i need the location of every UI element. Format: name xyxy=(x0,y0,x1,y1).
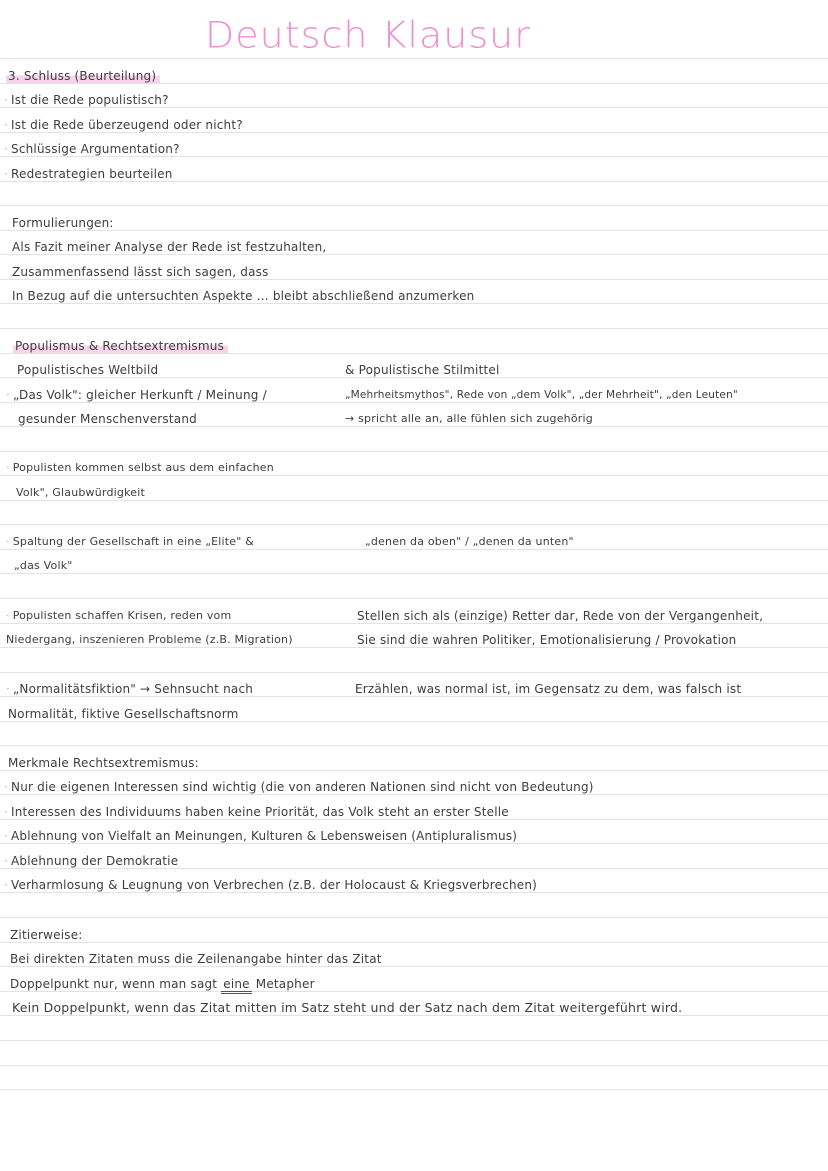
weltbild-item-cont: Normalität, fiktive Gesellschaftsnorm xyxy=(8,707,239,721)
list-item: · Ablehnung von Vielfalt an Meinungen, Kulturen & Lebensweisen (Antipluralismus) xyxy=(4,829,518,843)
weltbild-item: · „Normalitätsfiktion" → Sehnsucht nach xyxy=(6,682,254,696)
list-item: · Schlüssige Argumentation? xyxy=(4,142,180,156)
list-item: · Ablehnung der Demokratie xyxy=(4,854,179,868)
bullet-dot-icon: · xyxy=(6,682,11,696)
ruled-line xyxy=(0,205,828,206)
ruled-line xyxy=(0,1065,828,1066)
emphasized-word: eine xyxy=(221,977,252,994)
column-heading-weltbild: Populistisches Weltbild xyxy=(17,363,159,377)
bullet-dot-icon: · xyxy=(6,609,10,622)
weltbild-item-cont: Volk", Glaubwürdigkeit xyxy=(16,486,145,499)
weltbild-item: · Spaltung der Gesellschaft in eine „Elite" & xyxy=(6,535,255,548)
page-title: Deutsch Klausur xyxy=(205,14,531,56)
bullet-dot-icon: · xyxy=(4,118,9,132)
ruled-line xyxy=(0,942,828,943)
bullet-dot-icon: · xyxy=(4,167,9,181)
ruled-line xyxy=(0,745,828,746)
section-heading-formulierungen: Formulierungen: xyxy=(12,216,114,230)
section-heading-zitierweise: Zitierweise: xyxy=(10,928,83,942)
weltbild-item-cont: „das Volk" xyxy=(14,559,73,572)
heading-text: Populismus & Rechtsextremismus xyxy=(13,339,228,353)
ruled-line xyxy=(0,451,828,452)
ruled-line xyxy=(0,573,828,574)
ruled-line xyxy=(0,1040,828,1041)
ruled-line xyxy=(0,230,828,231)
bullet-dot-icon: · xyxy=(6,461,10,474)
zitier-rule: Doppelpunkt nur, wenn man sagt eine Metapher xyxy=(10,976,315,992)
bullet-dot-icon: · xyxy=(4,829,9,843)
list-item: · Ist die Rede populistisch? xyxy=(4,93,169,107)
ruled-line xyxy=(0,598,828,599)
weltbild-item-cont: Niedergang, inszenieren Probleme (z.B. Migration) xyxy=(6,633,293,646)
stilmittel-item: „Mehrheitsmythos", Rede von „dem Volk", „der Mehrheit", „den Leuten" xyxy=(345,389,738,401)
section-heading-populismus xyxy=(13,338,228,354)
weltbild-item-cont: gesunder Menschenverstand xyxy=(18,412,197,426)
bullet-dot-icon: · xyxy=(4,878,9,892)
bullet-dot-icon: · xyxy=(6,535,10,548)
stilmittel-item: Stellen sich als (einzige) Retter dar, Rede von der Vergangenheit, xyxy=(357,609,764,623)
ruled-line xyxy=(0,524,828,525)
ruled-line xyxy=(0,58,828,59)
bullet-dot-icon: · xyxy=(4,93,9,107)
phrase-line: In Bezug auf die untersuchten Aspekte ... bleibt abschließend anzumerken xyxy=(12,289,475,303)
column-heading-stilmittel: & Populistische Stilmittel xyxy=(345,363,500,377)
stilmittel-item: Erzählen, was normal ist, im Gegensatz zu dem, was falsch ist xyxy=(355,682,742,696)
heading-text: 3. Schluss (Beurteilung) xyxy=(6,69,160,83)
list-item: · Interessen des Individuums haben keine Priorität, das Volk steht an erster Stelle xyxy=(4,805,509,819)
ruled-line xyxy=(0,1089,828,1090)
section-heading-schluss xyxy=(6,68,160,84)
section-heading-rechtsextremismus: Merkmale Rechtsextremismus: xyxy=(8,756,199,770)
phrase-line: Als Fazit meiner Analyse der Rede ist festzuhalten, xyxy=(12,240,327,254)
list-item: · Redestrategien beurteilen xyxy=(4,167,173,181)
list-item: · Verharmlosung & Leugnung von Verbrechen (z.B. der Holocaust & Kriegsverbrechen) xyxy=(4,878,538,892)
stilmittel-item: „denen da oben" / „denen da unten" xyxy=(365,535,574,548)
weltbild-item: · Populisten kommen selbst aus dem einfachen xyxy=(6,461,274,474)
stilmittel-item-cont: Sie sind die wahren Politiker, Emotionalisierung / Provokation xyxy=(357,633,737,647)
bullet-dot-icon: · xyxy=(6,388,11,402)
list-item: · Ist die Rede überzeugend oder nicht? xyxy=(4,118,243,132)
weltbild-item: · „Das Volk": gleicher Herkunft / Meinung / xyxy=(6,388,267,402)
list-item: · Nur die eigenen Interessen sind wichtig (die von anderen Nationen sind nicht von Bedeutung) xyxy=(4,780,594,794)
ruled-line xyxy=(0,328,828,329)
bullet-dot-icon: · xyxy=(4,805,9,819)
bullet-dot-icon: · xyxy=(4,854,9,868)
bullet-dot-icon: · xyxy=(4,780,9,794)
ruled-line xyxy=(0,672,828,673)
weltbild-item: · Populisten schaffen Krisen, reden vom xyxy=(6,609,232,622)
bullet-dot-icon: · xyxy=(4,142,9,156)
stilmittel-item-cont: → spricht alle an, alle fühlen sich zugehörig xyxy=(345,412,593,425)
zitier-rule: Bei direkten Zitaten muss die Zeilenangabe hinter das Zitat xyxy=(10,952,382,966)
ruled-line xyxy=(0,917,828,918)
phrase-line: Zusammenfassend lässt sich sagen, dass xyxy=(12,265,269,279)
zitier-rule: Kein Doppelpunkt, wenn das Zitat mitten im Satz steht und der Satz nach dem Zitat weitergeführt wird. xyxy=(12,1000,683,1015)
